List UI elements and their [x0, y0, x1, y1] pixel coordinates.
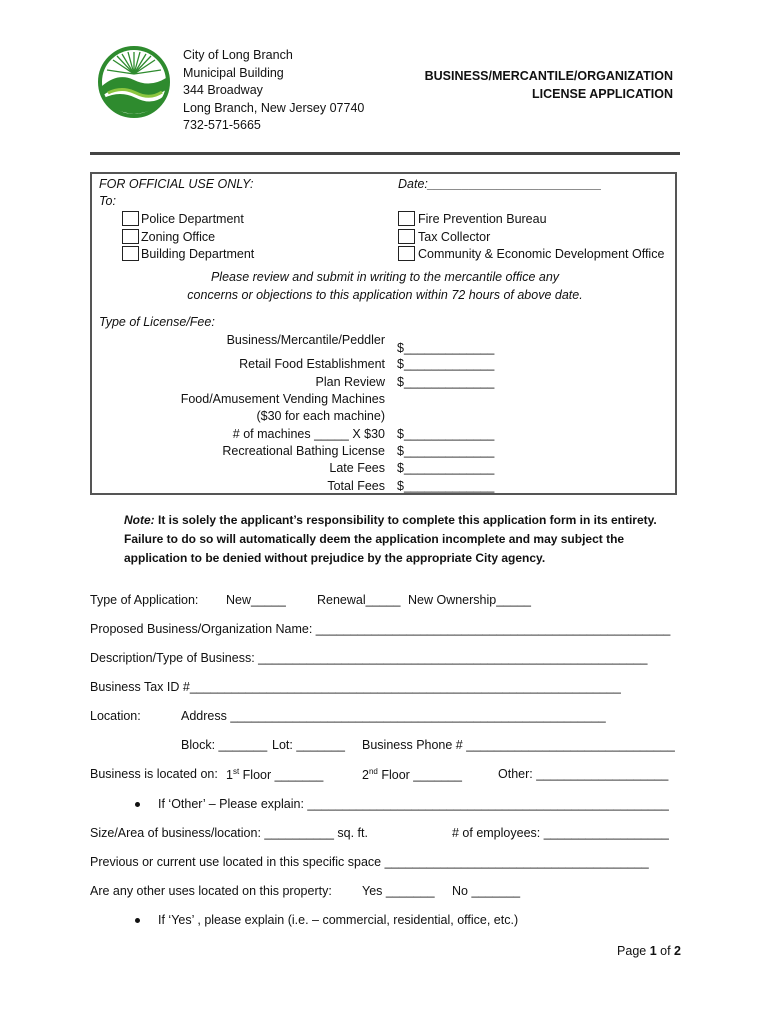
fee-retail-label: Retail Food Establishment: [239, 357, 385, 371]
renewal-field[interactable]: Renewal_____: [317, 593, 401, 607]
fee-late-input[interactable]: $_____________: [397, 461, 495, 475]
floor2-number: 2: [362, 768, 369, 783]
date-field[interactable]: Date:_________________________: [398, 177, 602, 191]
fee-bathing-label: Recreational Bathing License: [222, 444, 385, 458]
located-label: Business is located on:: [90, 767, 218, 781]
tax-label: Tax Collector: [418, 230, 491, 244]
previous-use-field[interactable]: Previous or current use located in this specific space ______________________________________: [90, 855, 649, 869]
floor1-number: 1: [226, 768, 233, 783]
tax-id-field[interactable]: Business Tax ID #______________________________________________________________: [90, 680, 621, 694]
new-field[interactable]: New_____: [226, 593, 286, 607]
of-word: of: [656, 944, 675, 958]
type-label: Type of Application:: [90, 593, 199, 607]
page-current: 1: [649, 944, 657, 958]
instruction-line: Please review and submit in writing to the mercantile office any: [210, 270, 560, 284]
note-text: It is solely the applicant’s responsibility to complete this application form in its entirety. Failure to do so will automatically deem the application incomplete and may subject the application to be denied without prejudice by the appropriate City agency.: [124, 513, 657, 565]
fee-machines-label: # of machines _____ X $30: [232, 427, 385, 441]
title-line: BUSINESS/MERCANTILE/ORGANIZATION: [424, 69, 673, 83]
proposed-name-field[interactable]: Proposed Business/Organization Name: ___________________________________________________: [90, 622, 671, 636]
community-checkbox[interactable]: [398, 246, 415, 261]
zoning-checkbox[interactable]: [122, 229, 139, 244]
community-label: Community & Economic Development Office: [418, 247, 665, 261]
note-prefix: Note:: [124, 513, 155, 527]
police-label: Police Department: [141, 212, 244, 226]
building-checkbox[interactable]: [122, 246, 139, 261]
employees-field[interactable]: # of employees: __________________: [452, 826, 669, 840]
bullet-icon: [135, 802, 140, 807]
fee-plan-label: Plan Review: [315, 375, 385, 389]
fee-plan-input[interactable]: $_____________: [397, 375, 495, 389]
other-explain-field[interactable]: If ‘Other’ – Please explain: ____________________________________________________: [158, 797, 669, 811]
address-line: 732-571-5665: [183, 118, 261, 132]
other-uses-label: Are any other uses located on this property:: [90, 884, 332, 898]
police-checkbox[interactable]: [122, 211, 139, 226]
zoning-label: Zoning Office: [141, 230, 216, 244]
fee-machines-input[interactable]: $_____________: [397, 427, 495, 441]
fee-vending-label: Food/Amusement Vending Machines: [180, 392, 385, 406]
size-field[interactable]: Size/Area of business/location: __________ sq. ft.: [90, 826, 368, 840]
floor1-field[interactable]: [226, 767, 323, 782]
lot-field[interactable]: Lot: _______: [272, 738, 345, 752]
building-label: Building Department: [141, 247, 255, 261]
address-line: Long Branch, New Jersey 07740: [183, 100, 365, 115]
floor2-suffix: nd: [368, 767, 378, 776]
address-line: Municipal Building: [183, 65, 284, 80]
yes-explain-label: If ‘Yes’ , please explain (i.e. – commercial, residential, office, etc.): [158, 913, 519, 927]
fire-checkbox[interactable]: [398, 211, 415, 226]
official-use-heading: FOR OFFICIAL USE ONLY:: [99, 177, 254, 191]
address-line: 344 Broadway: [183, 83, 263, 97]
fee-heading: Type of License/Fee:: [99, 315, 215, 329]
floor1-suffix: st: [232, 767, 240, 776]
responsibility-note: [124, 511, 684, 568]
city-address: [183, 47, 364, 135]
fee-business-label: Business/Mercantile/Peddler: [226, 333, 385, 347]
page-total: 2: [674, 944, 681, 958]
phone-field[interactable]: Business Phone # ______________________________: [362, 738, 675, 752]
city-seal-logo: [98, 46, 170, 118]
address-field[interactable]: Address ______________________________________________________: [181, 709, 606, 723]
bullet-icon: [135, 918, 140, 923]
address-line: City of Long Branch: [183, 48, 293, 62]
no-field[interactable]: No _______: [452, 884, 521, 898]
location-label: Location:: [90, 709, 141, 723]
other-field[interactable]: Other: ___________________: [498, 767, 669, 781]
header-divider: [90, 152, 680, 155]
fire-label: Fire Prevention Bureau: [418, 212, 547, 226]
page-number: [617, 944, 681, 958]
floor2-field[interactable]: [362, 767, 462, 782]
description-field[interactable]: Description/Type of Business: ________________________________________________________: [90, 651, 648, 665]
to-label: To:: [99, 194, 116, 208]
fee-vending-note: ($30 for each machine): [256, 409, 385, 423]
form-title: [425, 67, 673, 103]
floor1-blank: Floor _______: [239, 768, 324, 783]
instruction-line: concerns or objections to this application within 72 hours of above date.: [187, 288, 583, 302]
block-field[interactable]: Block: _______: [181, 738, 268, 752]
new-ownership-field[interactable]: New Ownership_____: [408, 593, 531, 607]
fee-retail-input[interactable]: $_____________: [397, 357, 495, 371]
fee-bathing-input[interactable]: $_____________: [397, 444, 495, 458]
floor2-blank: Floor _______: [377, 768, 462, 783]
fee-total-label: Total Fees: [327, 479, 385, 493]
page-word: Page: [617, 944, 650, 958]
title-line: LICENSE APPLICATION: [532, 87, 673, 101]
tax-checkbox[interactable]: [398, 229, 415, 244]
yes-field[interactable]: Yes _______: [362, 884, 435, 898]
fee-business-input[interactable]: $_____________: [397, 341, 495, 355]
fee-total-input[interactable]: $_____________: [397, 479, 495, 493]
fee-late-label: Late Fees: [329, 461, 385, 475]
